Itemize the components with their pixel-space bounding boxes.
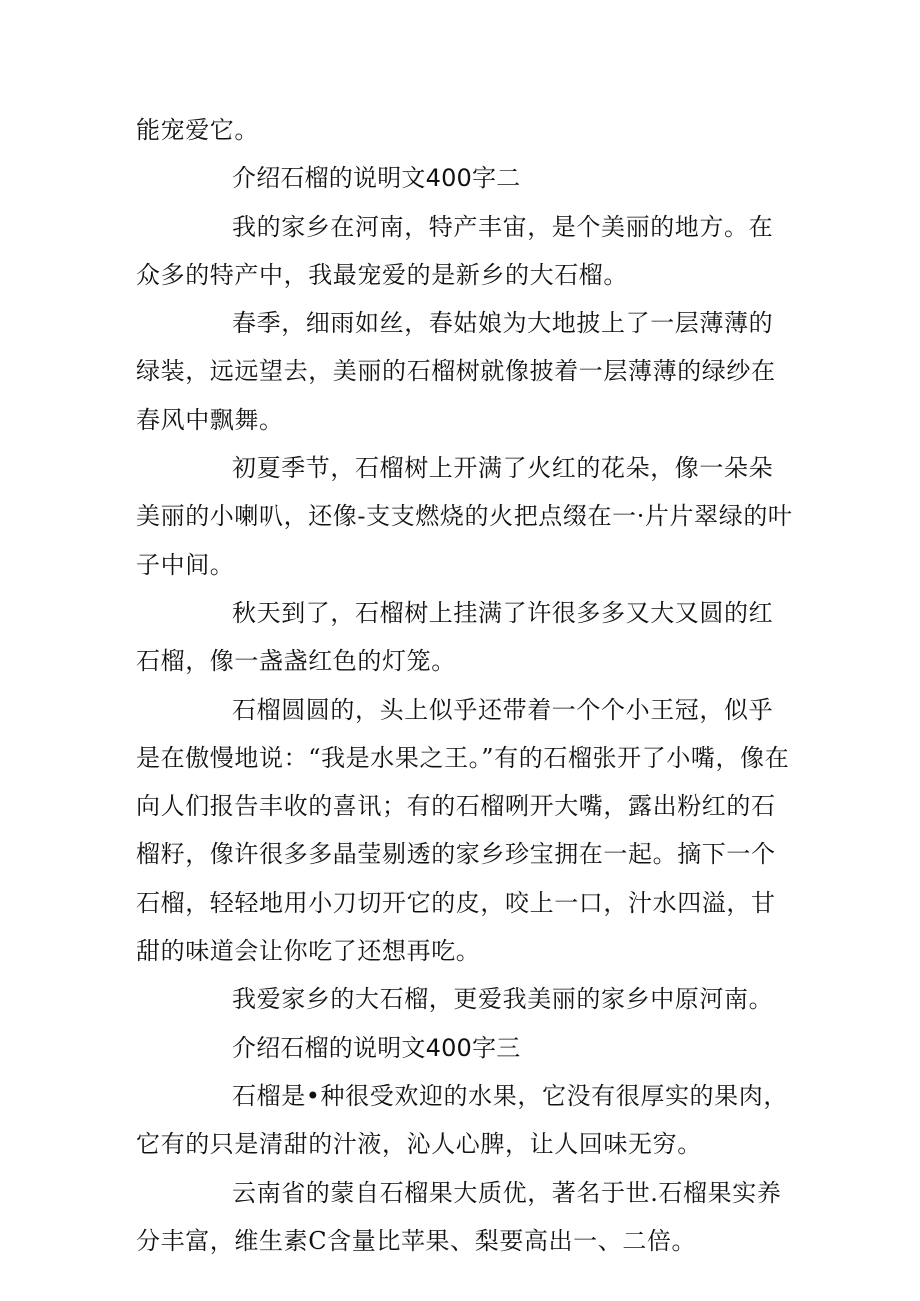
section-heading-three: 介绍石榴的说明文400字三: [232, 1033, 521, 1062]
paragraph-early-summer: 初夏季节，石榴树上开满了火红的花朵，像一朵朵美丽的小喇叭，还像-支支燃烧的火把点缀在一·片片翠绿的叶子中间。: [136, 454, 793, 579]
paragraph-autumn: 秋天到了，石榴树上挂满了许很多多又大又圆的红石榴，像一盏盏红色的灯笼。: [136, 598, 774, 676]
paragraph-popular-fruit: 石榴是•种很受欢迎的水果，它没有很厚实的果肉，它有的只是清甜的汁液，沁人心脾，让人回味无穷。: [136, 1081, 788, 1159]
document-body: [136, 106, 796, 1265]
paragraph-love-hometown: 我爱家乡的大石榴，更爱我美丽的家乡中原河南。: [232, 985, 774, 1014]
section-heading-two: 介绍石榴的说明文400字二: [232, 164, 521, 193]
paragraph-pomegranate-description: 石榴圆圆的，头上似乎还带着一个个小王冠，似乎是在傲慢地说：“我是水果之王。”有的石榴张开了小嘴，像在向人们报告丰收的喜讯；有的石榴咧开大嘴，露出粉红的石榴籽，像许很多多晶莹剔透的家乡珍宝拥在一起。摘下一个石榴，轻轻地用小刀切开它的皮，咬上一口，汁水四溢，甘甜的味道会让你吃了还想再吃。: [136, 695, 790, 966]
paragraph-spring: 春季，细雨如丝，春姑娘为大地披上了一层薄薄的绿装，远远望去，美丽的石榴树就像披着一层薄薄的绿纱在春风中飘舞。: [136, 309, 776, 434]
paragraph-yunnan-mengzi: 云南省的蒙自石榴果大质优，著名于世.石榴果实养分丰富，维生素C含量比苹果、梨要高出一、二倍。: [136, 1178, 782, 1255]
paragraph-continuation: 能宠爱它。: [136, 116, 259, 144]
paragraph-hometown: 我的家乡在河南，特产丰宙，是个美丽的地方。在众多的特产中，我最宠爱的是新乡的大石榴。: [136, 212, 774, 289]
